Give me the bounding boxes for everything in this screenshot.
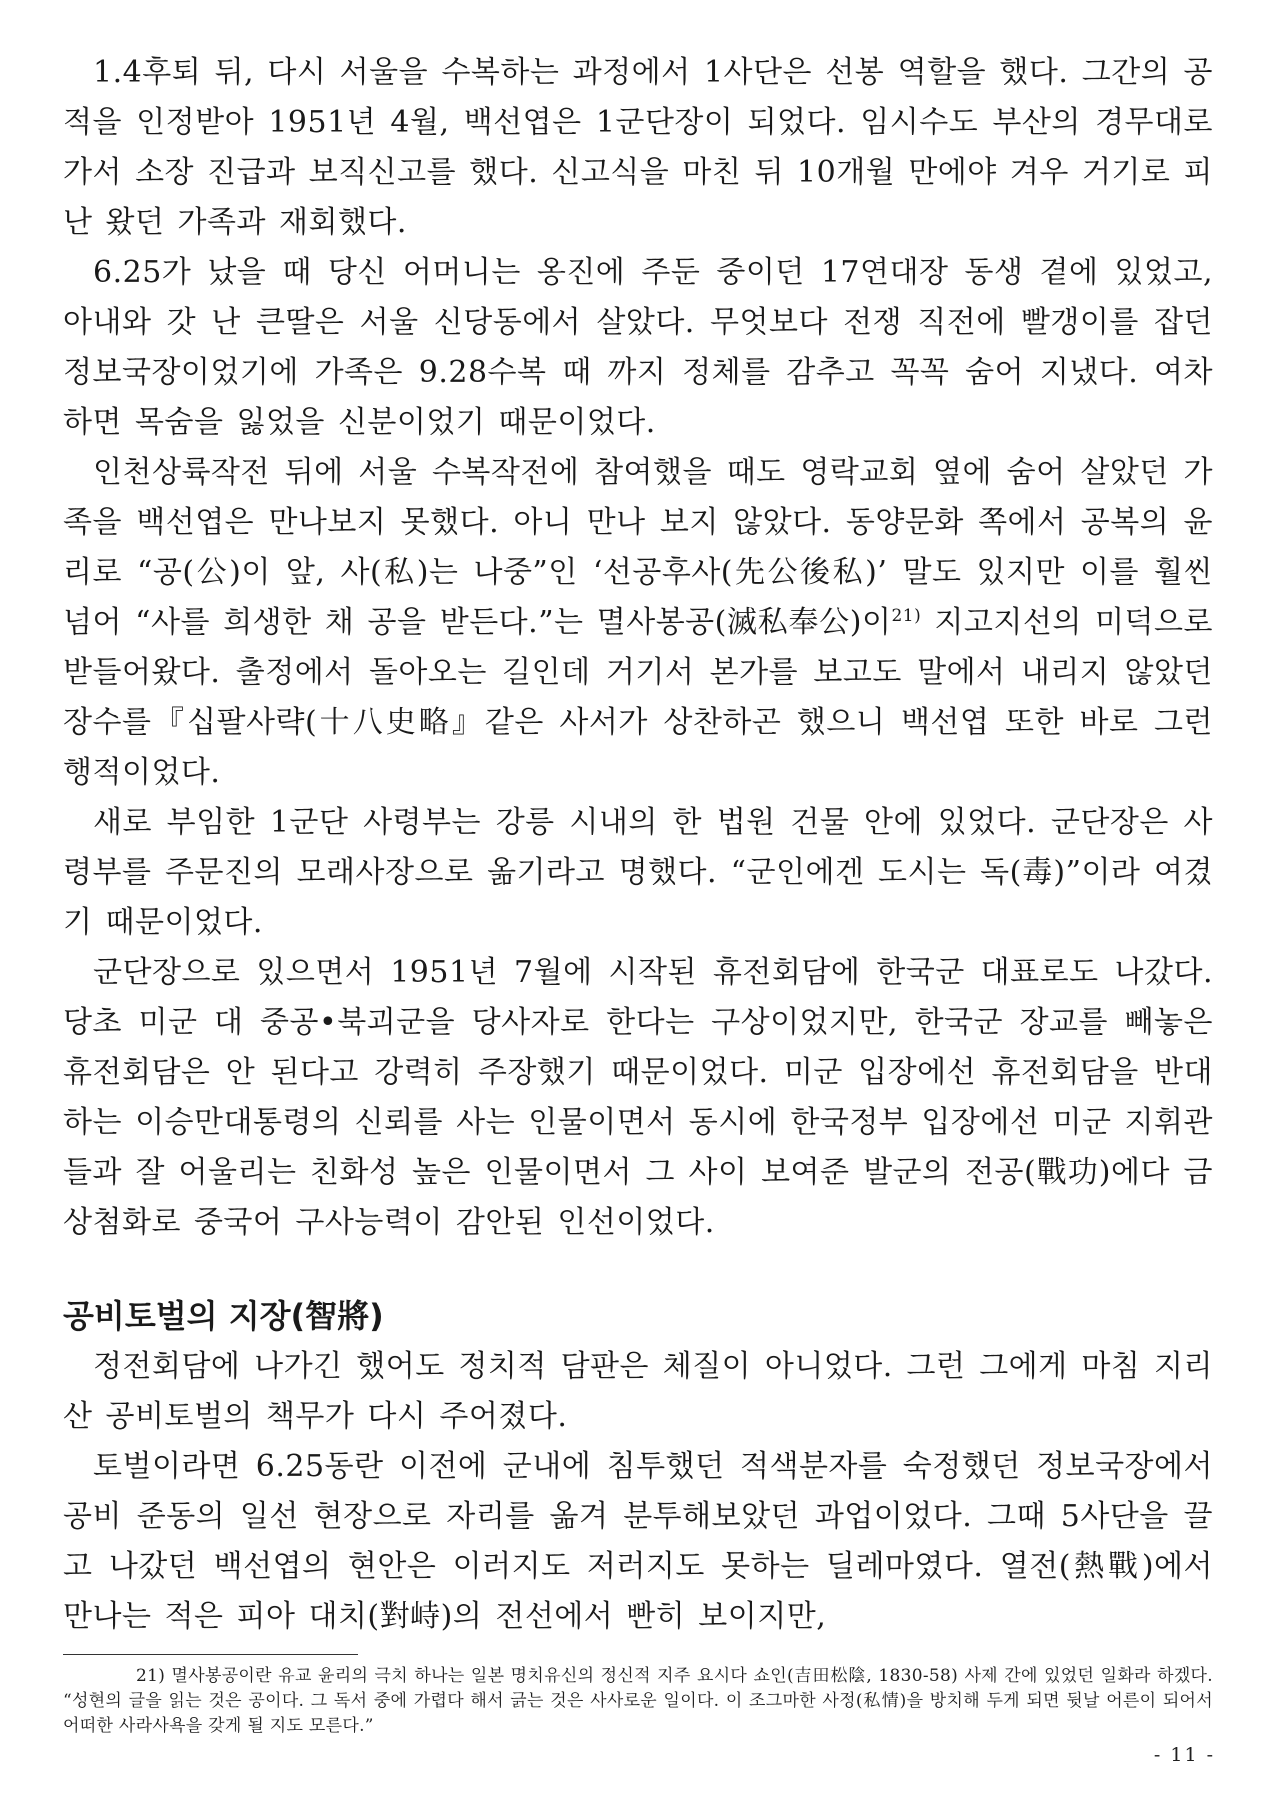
page-number: - 11 - xyxy=(1153,1744,1215,1766)
footnote-divider xyxy=(63,1654,358,1655)
footnote: 21) 멸사봉공이란 유교 윤리의 극치 하나는 일본 명치유신의 정신적 지주 요시다 쇼인(吉田松陰, 1830-58) 사제 간에 있었던 일화라 하겠다. “성현의 글을 읽는 것은 공이다. 그 독서 중에 가렵다 해서 긁는 것은 사사로운 일이다. 이 조그마한 사정(私情)을 방치해 두게 되면 뒷날 어른이 되어서 어떠한 사라사욕을 갖게 될 지도 모른다.” xyxy=(63,1666,1213,1736)
section-text xyxy=(63,1342,1213,1642)
paragraph: 정전회담에 나가긴 했어도 정치적 담판은 체질이 아니었다. 그런 그에게 마침 지리산 공비토벌의 책무가 다시 주어졌다. xyxy=(63,1349,1213,1434)
footnote-reference: 21) xyxy=(891,606,922,626)
paragraph: 1.4후퇴 뒤, 다시 서울을 수복하는 과정에서 1사단은 선봉 역할을 했다. 그간의 공적을 인정받아 1951년 4월, 백선엽은 1군단장이 되었다. 임시수도 부산의 경무대로 가서 소장 진급과 보직신고를 했다. 신고식을 마친 뒤 10개월 만에야 겨우 거기로 피난 왔던 가족과 재회했다. xyxy=(63,55,1213,240)
paragraph: 새로 부임한 1군단 사령부는 강릉 시내의 한 법원 건물 안에 있었다. 군단장은 사령부를 주문진의 모래사장으로 옮기라고 명했다. “군인에겐 도시는 독(毒)”이라 여겼기 때문이었다. xyxy=(63,805,1213,940)
paragraph: 6.25가 났을 때 당신 어머니는 옹진에 주둔 중이던 17연대장 동생 곁에 있었고, 아내와 갓 난 큰딸은 서울 신당동에서 살았다. 무엇보다 전쟁 직전에 빨갱이를 잡던 정보국장이었기에 가족은 9.28수복 때 까지 정체를 감추고 꼭꼭 숨어 지냈다. 여차하면 목숨을 잃었을 신분이었기 때문이었다. xyxy=(63,255,1213,440)
paragraph-text: 지고지선의 미덕으로 받들어왔다. 출정에서 돌아오는 길인데 거기서 본가를 보고도 말에서 내리지 않았던 장수를『십팔사략(十八史略』같은 사서가 상찬하곤 했으니 백선엽 또한 바로 그런 행적이었다. xyxy=(63,605,1213,790)
main-text xyxy=(63,48,1213,1248)
paragraph xyxy=(63,448,1213,798)
paragraph-text: 인천상륙작전 뒤에 서울 수복작전에 참여했을 때도 영락교회 옆에 숨어 살았던 가족을 백선엽은 만나보지 못했다. 아니 만나 보지 않았다. 동양문화 쪽에서 공복의 윤리로 “공(公)이 앞, 사(私)는 나중”인 ‘선공후사(先公後私)’ 말도 있지만 이를 훨씬 넘어 “사를 희생한 채 공을 받든다.”는 멸사봉공(滅私奉公)이 xyxy=(63,455,1213,640)
paragraph: 군단장으로 있으면서 1951년 7월에 시작된 휴전회담에 한국군 대표로도 나갔다. 당초 미군 대 중공•북괴군을 당사자로 한다는 구상이었지만, 한국군 장교를 빼놓은 휴전회담은 안 된다고 강력히 주장했기 때문이었다. 미군 입장에선 휴전회담을 반대하는 이승만대통령의 신뢰를 사는 인물이면서 동시에 한국정부 입장에선 미군 지휘관들과 잘 어울리는 친화성 높은 인물이면서 그 사이 보여준 발군의 전공(戰功)에다 금상첨화로 중국어 구사능력이 감안된 인선이었다. xyxy=(63,955,1213,1240)
section-heading: 공비토벌의 지장(智將) xyxy=(63,1297,384,1335)
paragraph: 토벌이라면 6.25동란 이전에 군내에 침투했던 적색분자를 숙정했던 정보국장에서 공비 준동의 일선 현장으로 자리를 옮겨 분투해보았던 과업이었다. 그때 5사단을 끌고 나갔던 백선엽의 현안은 이러지도 저러지도 못하는 딜레마였다. 열전(熱戰)에서 만나는 적은 피아 대치(對峙)의 전선에서 빤히 보이지만, xyxy=(63,1449,1213,1634)
